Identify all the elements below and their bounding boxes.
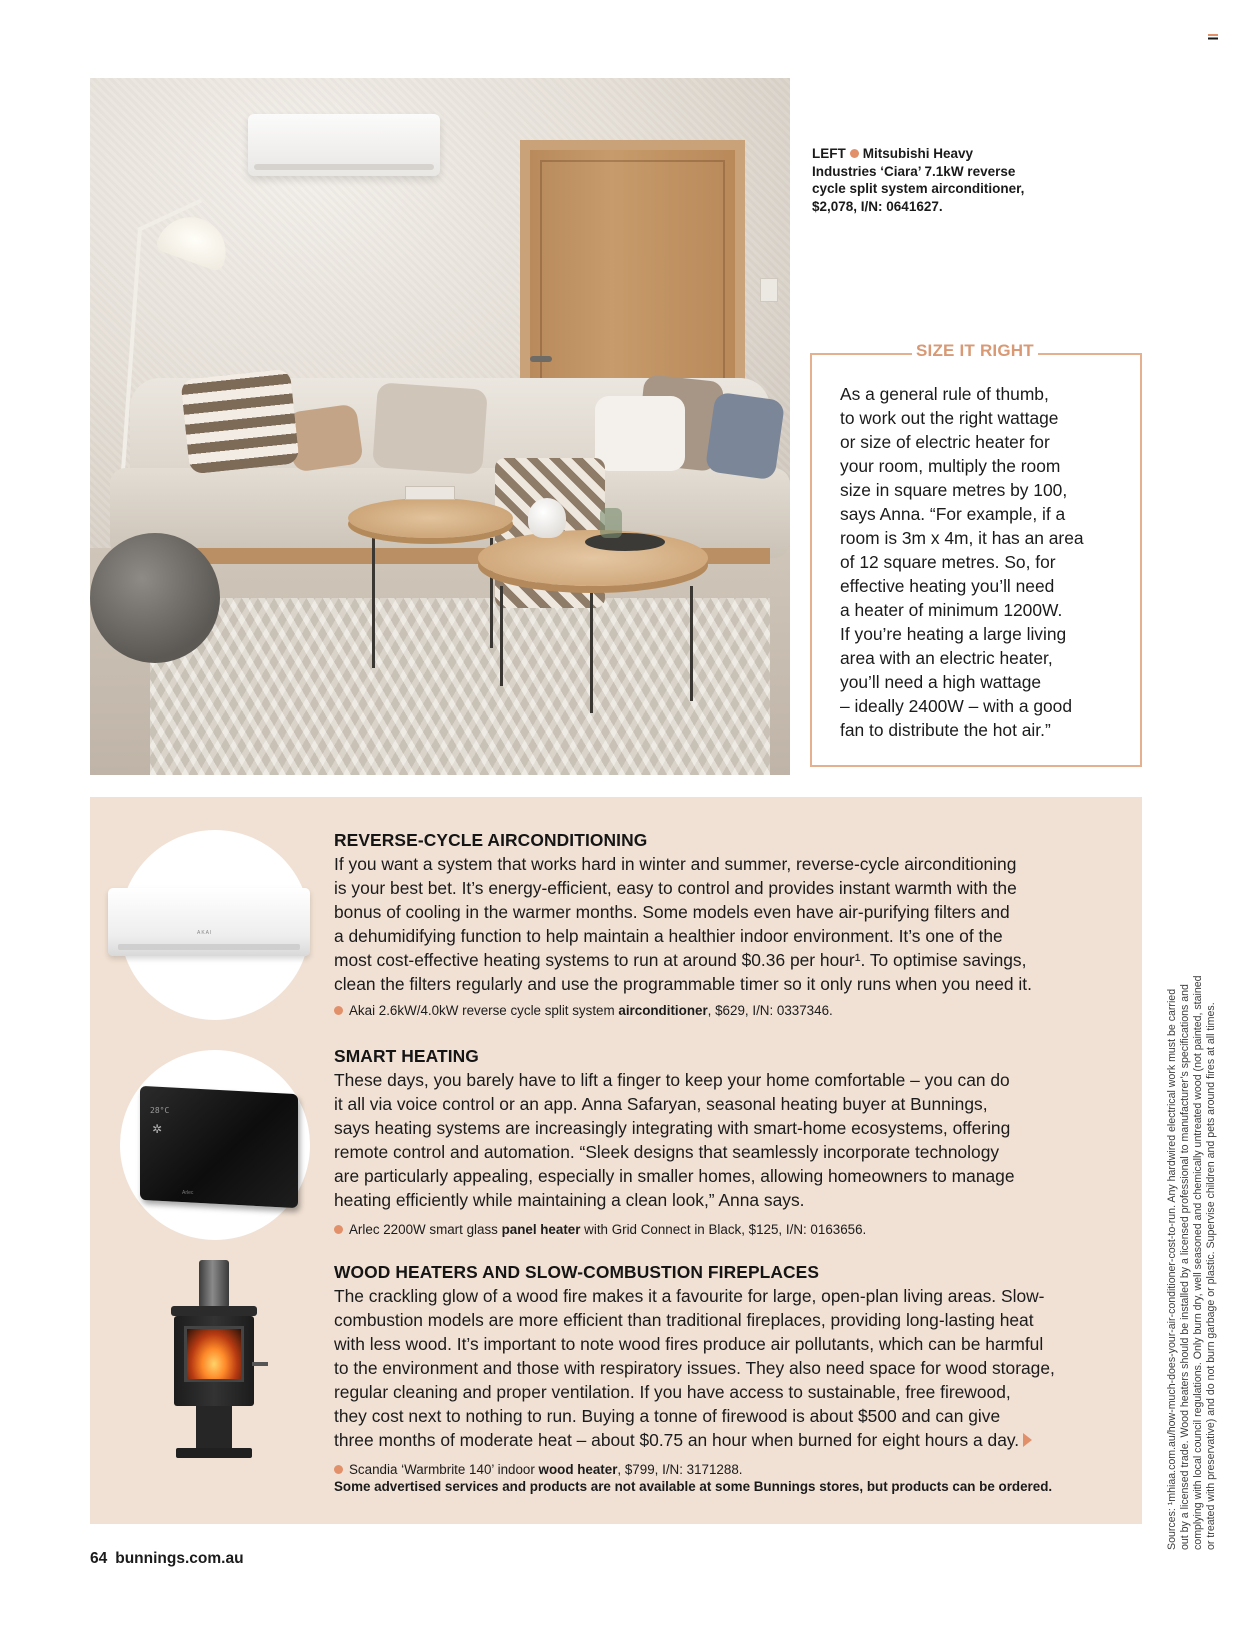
body-line: are particularly appealing, especially in smaller homes, allowing homeowners to manage: [334, 1166, 1015, 1186]
size-line: says Anna. “For example, if a: [840, 504, 1066, 524]
size-it-right-body: [840, 382, 1130, 742]
size-line: to work out the right wattage: [840, 408, 1059, 428]
sources-line: out by a licensed trade. Wood heaters should be installed by a licensed professional to manufacturer’s specifications and: [1179, 984, 1191, 1550]
size-line: If you’re heating a large living: [840, 624, 1067, 644]
table-leg: [690, 586, 693, 701]
table-leg: [590, 593, 593, 713]
availability-disclaimer: Some advertised services and products are not available at some Bunnings stores, but products can be ordered.: [334, 1479, 1053, 1494]
body-line: to the environment and those with respiratory issues. They also need space for wood storage,: [334, 1358, 1055, 1378]
caption-line: cycle split system: [812, 181, 932, 196]
section-body-airconditioning: [334, 852, 1114, 996]
body-line: The crackling glow of a wood fire makes it a favourite for large, open-plan living areas. Slow-: [334, 1286, 1045, 1306]
body-line: they cost next to nothing to run. Buying a tonne of firewood is about $500 and can give: [334, 1406, 1001, 1426]
sources-line: or treated with preservative) and do not burn garbage or plastic. Supervise children and pets around fires at all times.: [1205, 1002, 1217, 1550]
size-line: of 12 square metres. So, for: [840, 552, 1056, 572]
size-line: a heater of minimum 1200W.: [840, 600, 1063, 620]
body-line: a dehumidifying function to help maintain a healthier indoor environment. It’s one of the: [334, 926, 1003, 946]
body-line: says heating systems are increasingly integrating with smart-home ecosystems, offering: [334, 1118, 1011, 1138]
wood-heater-handle: [252, 1362, 268, 1366]
size-line: effective heating you’ll need: [840, 576, 1055, 596]
body-line: remote control and automation. “Sleek designs that seamlessly incorporate technology: [334, 1142, 1000, 1162]
product-price: , $629, I/N: 0337346.: [707, 1003, 833, 1018]
size-line: fan to distribute the hot air.”: [840, 720, 1051, 740]
body-line: most cost-effective heating systems to run at around $0.36 per hour¹. To optimise savings,: [334, 950, 1027, 970]
product-text: Akai 2.6kW/4.0kW reverse cycle split system: [349, 1003, 619, 1018]
glass-panel-heater-image: [140, 1086, 298, 1208]
product-type: wood heater: [538, 1462, 618, 1477]
corner-mark-icon: [1208, 34, 1218, 40]
airconditioner-vent: [254, 164, 434, 170]
continue-arrow-icon: [1023, 1433, 1032, 1447]
airconditioner-vent: [118, 944, 300, 950]
cushion-gingham: [180, 369, 299, 475]
sources-line: Sources: ¹mhiaa.com.au/how-much-does-your-air-conditioner-cost-to-run. Any hardwired electrical work must be carried: [1166, 988, 1178, 1550]
glass-candle: [600, 508, 622, 538]
fire-icon: [184, 1326, 244, 1382]
bullet-icon: [334, 1465, 343, 1474]
cushion: [595, 396, 685, 471]
cushion: [705, 392, 785, 481]
body-line: regular cleaning and proper ventilation. If you have access to sustainable, free firewood,: [334, 1382, 1011, 1402]
caption-line: Mitsubishi Heavy: [862, 146, 974, 161]
body-line: three months of moderate heat – about $0.75 an hour when burned for eight hours a day.: [334, 1430, 1020, 1450]
section-heading-airconditioning: REVERSE-CYCLE AIRCONDITIONING: [334, 830, 648, 850]
page-footer: [90, 1550, 244, 1568]
fan-icon: ✲: [152, 1122, 163, 1136]
table-leg: [372, 538, 375, 668]
caption-line: $2,078, I/N: 0641627.: [812, 198, 943, 214]
bullet-icon: [334, 1006, 343, 1015]
body-line: is your best bet. It’s energy-efficient, easy to control and provides instant warmth with the: [334, 878, 1017, 898]
living-room-photo: [90, 78, 790, 775]
tray: [585, 533, 665, 551]
hero-caption: [812, 145, 1052, 215]
wood-heater-pedestal: [196, 1406, 232, 1450]
body-line: If you want a system that works hard in winter and summer, reverse-cycle airconditioning: [334, 854, 1017, 874]
cushion: [286, 403, 364, 472]
body-line: These days, you barely have to lift a finger to keep your home comfortable – you can do: [334, 1070, 1010, 1090]
page-number: 64: [90, 1550, 108, 1567]
size-line: As a general rule of thumb,: [840, 384, 1049, 404]
product-text: Arlec 2200W smart glass: [349, 1222, 502, 1237]
size-line: – ideally 2400W – with a good: [840, 696, 1073, 716]
size-it-right-title: SIZE IT RIGHT: [912, 341, 1038, 361]
section-heading-smart-heating: SMART HEATING: [334, 1046, 479, 1066]
arlec-logo: Arlec: [182, 1190, 194, 1196]
wood-heater-flue: [199, 1260, 229, 1308]
sources-footnote: [1166, 970, 1218, 1550]
product-caption-arlec: [334, 1222, 866, 1237]
body-line: combustion models are more efficient than traditional fireplaces, providing long-lasting heat: [334, 1310, 1034, 1330]
section-body-smart-heating: [334, 1068, 1114, 1212]
pouf: [90, 533, 220, 663]
caption-line: Industries ‘Ciara’ 7.1kW reverse: [812, 163, 1016, 179]
body-line: heating efficiently while maintaining a clean look,” Anna says.: [334, 1190, 805, 1210]
section-body-wood-heaters: [334, 1284, 1114, 1452]
section-heading-wood-heaters: WOOD HEATERS AND SLOW-COMBUSTION FIREPLACES: [334, 1262, 820, 1282]
heater-display: 28°C: [150, 1106, 170, 1115]
size-line: size in square metres by 100,: [840, 480, 1068, 500]
size-line: you’ll need a high wattage: [840, 672, 1042, 692]
wood-heater-foot: [176, 1448, 252, 1458]
product-price: with Grid Connect in Black, $125, I/N: 0163656.: [580, 1222, 867, 1237]
rug: [150, 598, 770, 775]
vase: [528, 498, 566, 538]
product-price: , $799, I/N: 3171288.: [617, 1462, 743, 1477]
product-caption-scandia: [334, 1462, 743, 1477]
table-leg: [500, 586, 503, 686]
coffee-table-small: [348, 498, 513, 538]
product-type: panel heater: [501, 1222, 581, 1237]
bullet-icon: [850, 149, 859, 158]
sources-line: complying with local council regulations. Only burn dry, well seasoned and chemically untreated wood (not painted, stained: [1192, 975, 1204, 1550]
cushion: [372, 382, 488, 474]
product-type: airconditioner: [618, 1003, 708, 1018]
footer-site-link[interactable]: bunnings.com.au: [115, 1550, 244, 1567]
bullet-icon: [334, 1225, 343, 1234]
size-line: or size of electric heater for: [840, 432, 1050, 452]
wood-heater-top: [171, 1306, 257, 1316]
books: [405, 486, 455, 500]
body-line: clean the filters regularly and use the programmable timer so it only runs when you need it.: [334, 974, 1032, 994]
size-line: your room, multiply the room: [840, 456, 1061, 476]
caption-line-bold: airconditioner,: [931, 181, 1025, 196]
body-line: it all via voice control or an app. Anna Safaryan, seasonal heating buyer at Bunnings,: [334, 1094, 988, 1114]
body-line: with less wood. It’s important to note wood fires produce air pollutants, which can be harmful: [334, 1334, 1044, 1354]
light-switch: [760, 278, 778, 302]
size-line: area with an electric heater,: [840, 648, 1053, 668]
body-line: bonus of cooling in the warmer months. Some models even have air-purifying filters and: [334, 902, 1010, 922]
size-line: room is 3m x 4m, it has an area: [840, 528, 1084, 548]
door-handle: [530, 356, 552, 362]
product-text: Scandia ‘Warmbrite 140’ indoor: [349, 1462, 539, 1477]
akai-logo: AKAI: [197, 930, 213, 936]
caption-prefix: LEFT: [812, 146, 846, 161]
product-caption-akai: [334, 1003, 833, 1018]
